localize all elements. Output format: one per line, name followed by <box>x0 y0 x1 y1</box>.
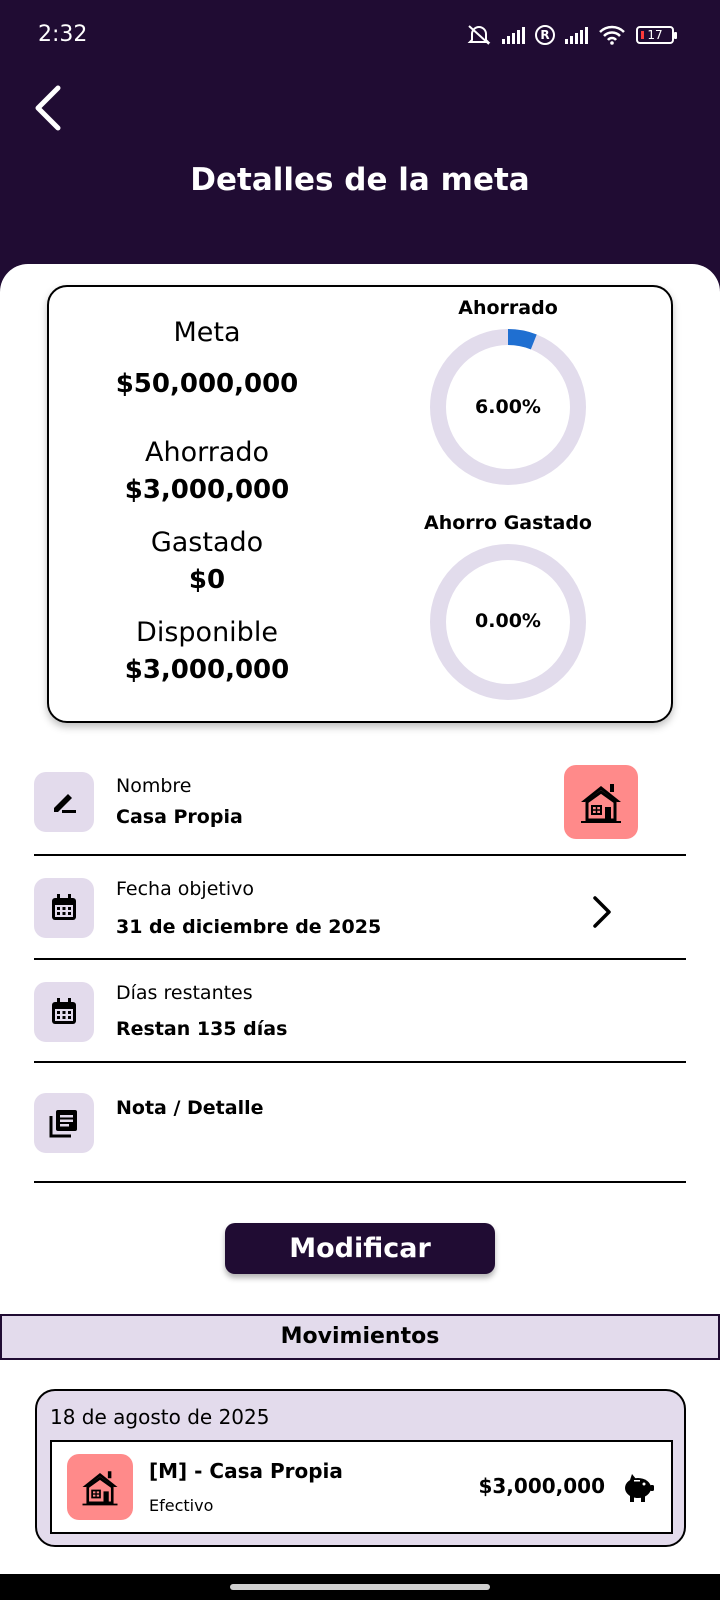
notes-stack-icon <box>48 1107 80 1139</box>
name-label: Nombre <box>116 775 192 797</box>
status-icons <box>466 24 674 46</box>
movement-amount: $3,000,000 <box>478 1474 605 1498</box>
remaining-days-label: Días restantes <box>116 982 253 1004</box>
remaining-days-value: Restan 135 días <box>116 1018 288 1040</box>
battery-icon <box>636 26 674 44</box>
system-nav-bar <box>0 1574 720 1600</box>
roaming-icon: R <box>535 25 555 45</box>
saved-value: $3,000,000 <box>124 475 290 505</box>
name-value: Casa Propia <box>116 806 243 828</box>
piggy-bank-icon <box>621 1470 655 1504</box>
status-bar <box>0 0 720 70</box>
meta-value: $50,000,000 <box>115 369 299 399</box>
saved-ring-title: Ahorrado <box>458 297 558 319</box>
remaining-days-row <box>34 960 686 1063</box>
available-value: $3,000,000 <box>124 655 290 685</box>
spent-ring-title: Ahorro Gastado <box>424 512 592 534</box>
spent-label: Gastado <box>150 527 264 558</box>
house-icon <box>577 778 625 826</box>
back-arrow-icon[interactable] <box>30 84 70 134</box>
battery-level: 17 <box>647 28 663 42</box>
spent-ring-percent: 0.00% <box>475 610 541 632</box>
saved-label: Ahorrado <box>144 437 270 468</box>
calendar-icon <box>48 892 80 924</box>
edit-pencil-icon <box>48 786 80 818</box>
movement-group-card <box>35 1389 686 1547</box>
note-label: Nota / Detalle <box>116 1097 264 1119</box>
meta-label: Meta <box>173 317 241 348</box>
target-date-label: Fecha objetivo <box>116 878 255 900</box>
signal-icon <box>502 26 525 44</box>
wifi-icon <box>598 25 626 45</box>
saved-ring-percent: 6.00% <box>475 396 541 418</box>
calendar-icon-box-2 <box>34 982 94 1042</box>
home-gesture-handle[interactable] <box>230 1584 490 1590</box>
page-title: Detalles de la meta <box>190 162 530 198</box>
movement-subtitle: Efectivo <box>149 1496 214 1515</box>
movement-item[interactable] <box>50 1440 673 1534</box>
spent-value: $0 <box>188 565 226 595</box>
summary-card <box>47 285 673 723</box>
movement-date: 18 de agosto de 2025 <box>50 1405 270 1429</box>
name-row[interactable] <box>34 752 686 856</box>
movement-house-icon-box <box>67 1454 133 1520</box>
mute-bell-icon <box>466 24 492 46</box>
chevron-right-icon[interactable] <box>590 894 614 930</box>
movements-header: Movimientos <box>0 1314 720 1360</box>
signal-2-icon <box>565 26 588 44</box>
note-icon-box <box>34 1093 94 1153</box>
calendar-icon-box <box>34 878 94 938</box>
modify-button[interactable]: Modificar <box>225 1223 495 1274</box>
status-time: 2:32 <box>38 22 88 47</box>
movement-title: [M] - Casa Propia <box>149 1459 343 1483</box>
target-date-value: 31 de diciembre de 2025 <box>116 916 382 938</box>
goal-icon-button[interactable] <box>564 765 638 839</box>
note-row[interactable] <box>34 1063 686 1183</box>
available-label: Disponible <box>136 617 278 648</box>
edit-icon-box <box>34 772 94 832</box>
house-icon <box>79 1466 121 1508</box>
target-date-row[interactable] <box>34 856 686 960</box>
calendar-icon <box>48 996 80 1028</box>
